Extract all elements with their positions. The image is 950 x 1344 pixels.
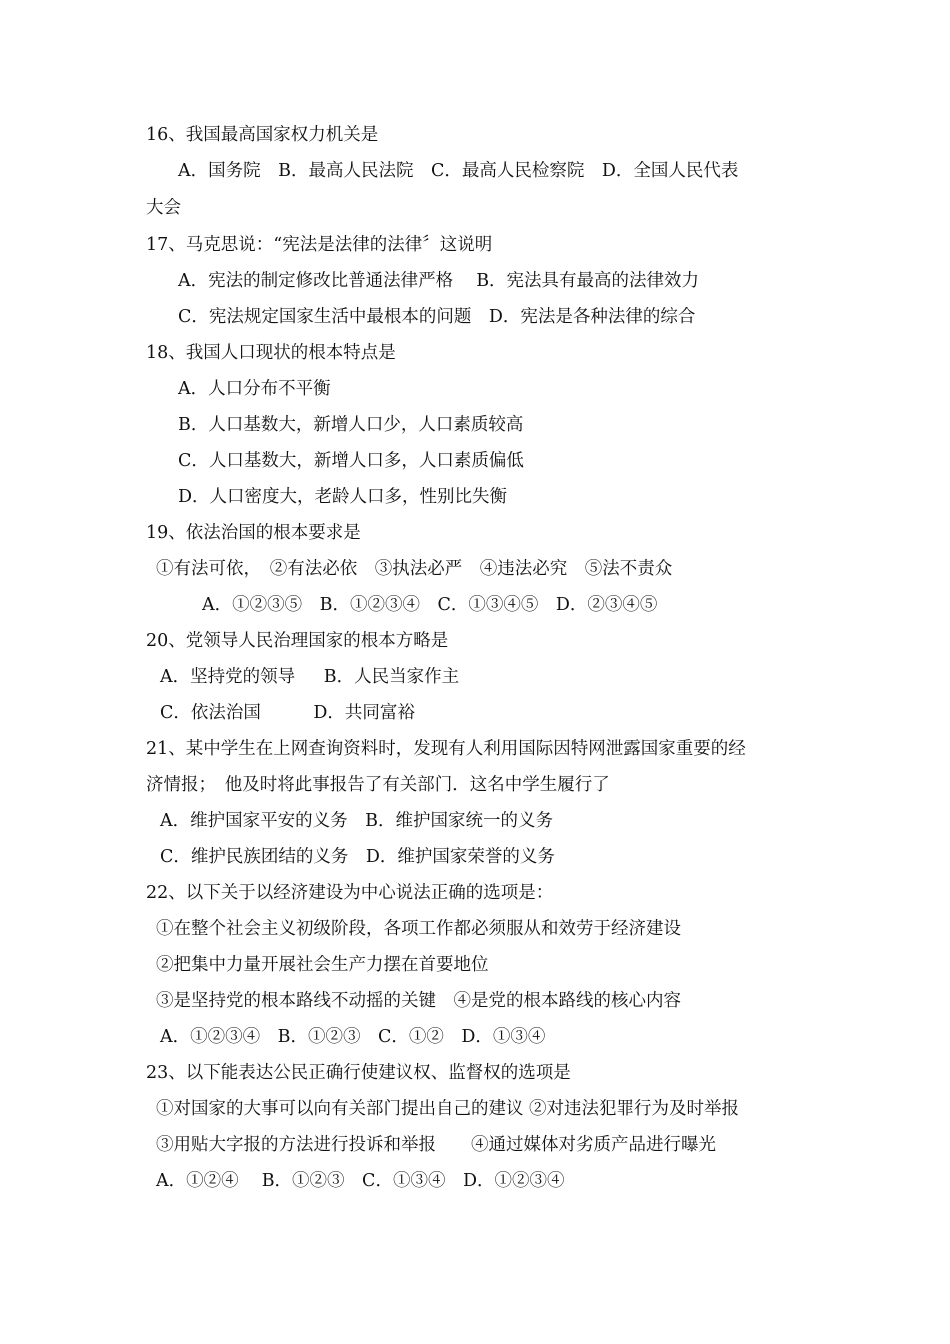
question-18-option-a: A．人口分布不平衡 — [178, 379, 331, 399]
question-18-stem: 18、我国人口现状的根本特点是 — [146, 343, 396, 363]
question-17-options-cd: C．宪法规定国家生活中最根本的问题 D．宪法是各种法律的综合 — [178, 307, 696, 327]
question-20-options-cd: C．依法治国 D．共同富裕 — [160, 703, 415, 723]
question-18-option-d: D．人口密度大，老龄人口多，性别比失衡 — [178, 487, 508, 507]
question-21-stem-continued: 济情报； 他及时将此事报告了有关部门．这名中学生履行了 — [146, 775, 610, 795]
question-22-item-1: ①在整个社会主义初级阶段，各项工作都必须服从和效劳于经济建设 — [156, 919, 681, 939]
question-23-items-1-2: ①对国家的大事可以向有关部门提出自己的建议 ②对违法犯罪行为及时举报 — [156, 1099, 740, 1119]
question-16-options: A．国务院 B．最高人民法院 C．最高人民检察院 D．全国人民代表 — [178, 161, 739, 181]
question-21-stem: 21、某中学生在上网查询资料时，发现有人利用国际因特网泄露国家重要的经 — [146, 739, 746, 759]
question-18-option-b: B．人口基数大，新增人口少，人口素质较高 — [178, 415, 524, 435]
question-23-options: A．①②④ B．①②③ C．①③④ D．①②③④ — [156, 1171, 565, 1191]
question-17-options-ab: A．宪法的制定修改比普通法律严格 B．宪法具有最高的法律效力 — [178, 271, 700, 291]
question-22-stem: 22、以下关于以经济建设为中心说法正确的选项是： — [146, 883, 554, 903]
question-20-options-ab: A．坚持党的领导 B．人民当家作主 — [160, 667, 460, 687]
question-21-options-ab: A．维护国家平安的义务 B．维护国家统一的义务 — [160, 811, 553, 831]
question-22-items-3-4: ③是坚持党的根本路线不动摇的关键 ④是党的根本路线的核心内容 — [156, 991, 681, 1011]
question-22-item-2: ②把集中力量开展社会生产力摆在首要地位 — [156, 955, 489, 975]
question-23-items-3-4: ③用贴大字报的方法进行投诉和举报 ④通过媒体对劣质产品进行曝光 — [156, 1135, 716, 1155]
question-19-items: ①有法可依， ②有法必依 ③执法必严 ④违法必究 ⑤法不责众 — [156, 559, 673, 579]
question-19-options: A．①②③⑤ B．①②③④ C．①③④⑤ D．②③④⑤ — [202, 595, 658, 615]
question-20-stem: 20、党领导人民治理国家的根本方略是 — [146, 631, 449, 651]
question-18-option-c: C．人口基数大，新增人口多，人口素质偏低 — [178, 451, 524, 471]
question-22-options: A．①②③④ B．①②③ C．①② D．①③④ — [160, 1027, 546, 1047]
question-21-options-cd: C．维护民族团结的义务 D．维护国家荣誉的义务 — [160, 847, 555, 867]
question-16-options-continued: 大会 — [146, 198, 181, 218]
question-16-stem: 16、我国最高国家权力机关是 — [146, 125, 379, 145]
question-17-stem: 17、马克思说：“宪法是法律的法律〞这说明 — [146, 235, 493, 255]
question-19-stem: 19、依法治国的根本要求是 — [146, 523, 361, 543]
question-23-stem: 23、以下能表达公民正确行使建议权、监督权的选项是 — [146, 1063, 571, 1083]
